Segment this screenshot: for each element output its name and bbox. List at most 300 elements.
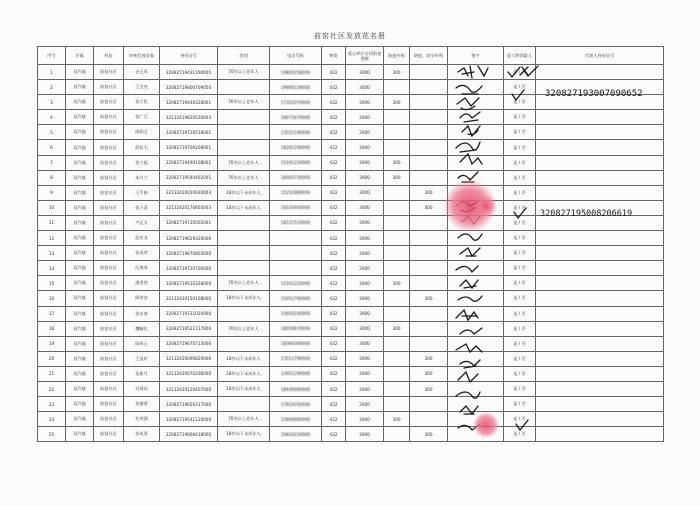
column-header: 审核发放对象 — [124, 47, 160, 65]
table-cell: 是 / 否 — [504, 200, 536, 215]
table-cell: 20 — [38, 351, 66, 366]
table-cell: 双汽镇 — [66, 110, 94, 125]
table-cell: 前窑社区 — [94, 291, 124, 306]
table-cell — [410, 140, 448, 155]
table-cell: 13511790000 — [270, 351, 322, 366]
table-cell — [384, 336, 410, 351]
table-row — [38, 306, 664, 321]
table-cell: 25 — [38, 427, 66, 442]
table-cell: 32082719700208001 — [160, 140, 218, 155]
table-row — [38, 261, 664, 276]
table-cell: 432 — [322, 351, 346, 366]
column-header: 乡镇 — [66, 47, 94, 65]
table-cell: 3000 — [346, 412, 384, 427]
table-cell: 是 / 否 — [504, 125, 536, 140]
table-cell: 432 — [322, 125, 346, 140]
table-cell — [536, 155, 664, 170]
table-cell: 前窑社区 — [94, 185, 124, 200]
table-cell — [218, 246, 270, 261]
table-cell: 70岁以上老年人 — [218, 155, 270, 170]
table-row — [38, 427, 664, 442]
table-cell: 6 — [38, 140, 66, 155]
table-cell: 是 / 否 — [504, 351, 536, 366]
table-cell: 300 — [410, 200, 448, 215]
table-cell — [536, 65, 664, 80]
table-cell: 朱月兰 — [124, 170, 160, 185]
table-cell — [448, 276, 504, 291]
table-cell: 8 — [38, 170, 66, 185]
table-cell — [536, 306, 664, 321]
table-cell: 是 / 否 — [504, 336, 536, 351]
table-cell: 双汽镇 — [66, 412, 94, 427]
table-cell: 3000 — [346, 95, 384, 110]
table-cell: 432 — [322, 155, 346, 170]
column-header: 代领人身份证号 — [536, 47, 664, 65]
table-cell: 杜荣强 — [124, 412, 160, 427]
table-cell: 是 / 否 — [504, 185, 536, 200]
table-cell — [536, 80, 664, 95]
table-cell: 是 / 否 — [504, 276, 536, 291]
table-cell — [536, 231, 664, 246]
table-cell: 432 — [322, 306, 346, 321]
table-cell: 前窑社区 — [94, 200, 124, 215]
table-cell: 432 — [322, 65, 346, 80]
table-cell: 18050670000 — [270, 321, 322, 336]
table-cell: 是 / 否 — [504, 155, 536, 170]
table-cell: 32082719720518001 — [160, 125, 218, 140]
table-row — [38, 321, 664, 336]
table-cell — [218, 397, 270, 412]
table-cell: 张德香 — [124, 397, 160, 412]
table-cell: 3000 — [346, 155, 384, 170]
table-cell: 18岁以下未成年人 — [218, 427, 270, 442]
table-row — [38, 231, 664, 246]
table-cell: 3000 — [346, 200, 384, 215]
table-cell — [384, 215, 410, 230]
table-cell: 70岁以上老年人 — [218, 95, 270, 110]
table-cell: 3000 — [346, 261, 384, 276]
table-cell: 432 — [322, 95, 346, 110]
table-cell: 15252980000 — [270, 185, 322, 200]
table-cell — [536, 336, 664, 351]
table-cell: 32082719541120000 — [160, 412, 218, 427]
table-cell: 双汽镇 — [66, 95, 94, 110]
table-cell: 300 — [384, 276, 410, 291]
table-cell — [536, 140, 664, 155]
table-cell: 双汽镇 — [66, 231, 94, 246]
table-cell: 是 / 否 — [504, 397, 536, 412]
table-cell: 3000 — [346, 125, 384, 140]
table-cell: 32132420150108000 — [160, 291, 218, 306]
table-cell: 18261190000 — [270, 140, 322, 155]
table-cell: 前窑社区 — [94, 95, 124, 110]
table-cell — [410, 80, 448, 95]
table-cell: 双汽镇 — [66, 397, 94, 412]
table-cell: 陈润全 — [124, 125, 160, 140]
table-cell — [536, 291, 664, 306]
table-cell — [218, 125, 270, 140]
table-cell: 432 — [322, 170, 346, 185]
table-cell — [448, 381, 504, 396]
table-cell: 17 — [38, 306, 66, 321]
column-header: 防疫、助学补贴 — [410, 47, 448, 65]
table-cell — [448, 65, 504, 80]
table-cell: 王乎娟 — [124, 185, 160, 200]
table-cell: 15161220000 — [270, 155, 322, 170]
table-row — [38, 351, 664, 366]
table-cell: 3000 — [346, 246, 384, 261]
table-cell: 18岁以下未成年人 — [218, 381, 270, 396]
table-cell: 32082719670713000 — [160, 336, 218, 351]
table-cell: 前窑社区 — [94, 246, 124, 261]
table-cell: 32132420120407000 — [160, 381, 218, 396]
table-cell — [384, 200, 410, 215]
table-cell: 32082719440328001 — [160, 95, 218, 110]
table-cell — [410, 95, 448, 110]
table-cell: 18 — [38, 321, 66, 336]
table-cell: 双汽镇 — [66, 125, 94, 140]
table-cell: 3000 — [346, 215, 384, 230]
table-cell: 300 — [410, 291, 448, 306]
table-row — [38, 80, 664, 95]
table-cell: 18岁以下未成年人 — [218, 291, 270, 306]
table-cell: 432 — [322, 366, 346, 381]
table-cell — [536, 246, 664, 261]
table-cell: 2 — [38, 80, 66, 95]
table-cell: 18岁以下未成年人 — [218, 200, 270, 215]
table-cell: 18121510000 — [270, 215, 322, 230]
table-cell: 432 — [322, 215, 346, 230]
table-cell: 3000 — [346, 321, 384, 336]
table-cell: 3000 — [346, 351, 384, 366]
table-cell: 32132420170603003 — [160, 200, 218, 215]
table-cell — [536, 381, 664, 396]
table-cell: 前窑社区 — [94, 261, 124, 276]
table-cell: 17351070000 — [270, 95, 322, 110]
table-cell: 3000 — [346, 397, 384, 412]
table-cell: 300 — [384, 95, 410, 110]
table-cell: 付靖钛 — [124, 381, 160, 396]
table-cell — [410, 397, 448, 412]
table-cell: 300 — [410, 381, 448, 396]
table-cell — [410, 306, 448, 321]
table-cell: 32132420010930003 — [160, 185, 218, 200]
table-cell: 432 — [322, 200, 346, 215]
column-header: 爱心呼应专项资金金额 — [346, 47, 384, 65]
table-cell: 王全亮 — [124, 80, 160, 95]
table-cell: 前窑社区 — [94, 321, 124, 336]
table-cell: 21 — [38, 366, 66, 381]
table-cell: 前窑社区 — [94, 110, 124, 125]
document-title: 前窑社区发放花名册 — [314, 32, 386, 40]
table-cell: 是 / 否 — [504, 381, 536, 396]
table-cell — [536, 397, 664, 412]
table-cell: 19826220000 — [270, 427, 322, 442]
table-row — [38, 276, 664, 291]
table-cell: 陈伟云 — [124, 336, 160, 351]
table-cell: 32082719540402001 — [160, 170, 218, 185]
table-cell: 前窑社区 — [94, 125, 124, 140]
table-cell: 张立喜 — [124, 200, 160, 215]
table-cell: 16 — [38, 291, 66, 306]
table-cell — [448, 140, 504, 155]
table-cell — [270, 231, 322, 246]
table-cell: 3000 — [346, 65, 384, 80]
table-cell: 薛恒大 — [124, 140, 160, 155]
table-cell: 是 / 否 — [504, 427, 536, 442]
table-cell: 是 / 否 — [504, 170, 536, 185]
table-cell: 双汽镇 — [66, 80, 94, 95]
table-row — [38, 291, 664, 306]
table-row — [38, 140, 664, 155]
table-row — [38, 95, 664, 110]
table-cell: 432 — [322, 80, 346, 95]
table-cell: 前窑社区 — [94, 155, 124, 170]
table-cell: 15161220000 — [270, 276, 322, 291]
table-cell: 18岁以下未成年人 — [218, 366, 270, 381]
table-cell: 300 — [410, 185, 448, 200]
table-cell — [536, 321, 664, 336]
table-cell: 7 — [38, 155, 66, 170]
table-cell: 432 — [322, 185, 346, 200]
table-cell — [448, 110, 504, 125]
table-cell — [384, 397, 410, 412]
table-cell: 双汽镇 — [66, 291, 94, 306]
table-cell: 前窑社区 — [94, 366, 124, 381]
table-cell — [536, 366, 664, 381]
table-cell: 15052780000 — [270, 291, 322, 306]
table-cell: 前窑社区 — [94, 381, 124, 396]
table-cell: 是 / 否 — [504, 261, 536, 276]
table-cell — [536, 125, 664, 140]
table-cell — [410, 215, 448, 230]
table-cell: 是 / 否 — [504, 306, 536, 321]
table-cell: 32082719720502001 — [160, 215, 218, 230]
column-header: 村居 — [94, 47, 124, 65]
table-cell: 432 — [322, 246, 346, 261]
table-row — [38, 412, 664, 427]
table-cell: 前窑社区 — [94, 140, 124, 155]
table-row — [38, 336, 664, 351]
table-cell: 16520050000 — [270, 200, 322, 215]
table-cell: 是 / 否 — [504, 321, 536, 336]
table-cell: 18岁以下未成年人 — [218, 351, 270, 366]
table-cell: 18083730000 — [270, 170, 322, 185]
table-cell: 3000 — [346, 306, 384, 321]
table-cell: 史元凤 — [124, 65, 160, 80]
table-cell: 32082719800709050 — [160, 80, 218, 95]
red-seal-stamp — [476, 196, 496, 216]
table-cell: 70岁以上老年人 — [218, 65, 270, 80]
table-cell — [218, 231, 270, 246]
table-row — [38, 215, 664, 230]
table-cell: 张立伦 — [124, 95, 160, 110]
table-cell: 300 — [384, 412, 410, 427]
table-cell: 前窑社区 — [94, 65, 124, 80]
table-cell — [536, 276, 664, 291]
table-cell: 10 — [38, 200, 66, 215]
table-cell: 300 — [384, 65, 410, 80]
table-cell — [410, 110, 448, 125]
table-cell: 前窑社区 — [94, 351, 124, 366]
header-row — [38, 47, 664, 65]
table-cell — [410, 231, 448, 246]
svg-text:320827195008206619: 320827195008206619 — [540, 209, 633, 219]
table-cell: 32082719720700000 — [160, 261, 218, 276]
table-cell — [536, 351, 664, 366]
table-cell — [410, 125, 448, 140]
svg-text:320827193007090652: 320827193007090652 — [545, 89, 643, 99]
table-cell: 1 — [38, 65, 66, 80]
table-cell: 9 — [38, 185, 66, 200]
roster-table — [37, 46, 664, 442]
table-cell: 13951290000 — [270, 366, 322, 381]
table-cell: 前窑社区 — [94, 170, 124, 185]
table-cell: 是 / 否 — [504, 246, 536, 261]
table-cell: 15806080000 — [270, 412, 322, 427]
table-cell: 前窑社区 — [94, 276, 124, 291]
table-cell: 432 — [322, 276, 346, 291]
table-cell — [448, 231, 504, 246]
table-cell: 陈荣安 — [124, 291, 160, 306]
table-cell: 双汽镇 — [66, 185, 94, 200]
table-cell: 双汽镇 — [66, 351, 94, 366]
table-cell: 双汽镇 — [66, 276, 94, 291]
table-cell: 32082719490108001 — [160, 155, 218, 170]
table-cell — [536, 427, 664, 442]
table-cell: 432 — [322, 381, 346, 396]
table-cell: 3000 — [346, 140, 384, 155]
table-cell — [448, 351, 504, 366]
table-cell — [384, 381, 410, 396]
table-row — [38, 170, 664, 185]
table-cell — [410, 276, 448, 291]
table-cell — [270, 246, 322, 261]
table-row — [38, 185, 664, 200]
table-cell: 是 / 否 — [504, 412, 536, 427]
column-header: 序号 — [38, 47, 66, 65]
table-cell: 432 — [322, 321, 346, 336]
table-row — [38, 110, 664, 125]
table-cell: 19906158000 — [270, 80, 322, 95]
table-cell: 432 — [322, 261, 346, 276]
table-cell: 双汽镇 — [66, 321, 94, 336]
table-cell — [410, 65, 448, 80]
table-cell: 300 — [410, 427, 448, 442]
table-cell — [410, 246, 448, 261]
table-cell: 是 / 否 — [504, 80, 536, 95]
table-cell: 300 — [384, 321, 410, 336]
table-cell: 前窑社区 — [94, 231, 124, 246]
table-cell — [384, 246, 410, 261]
table-cell: 70岁以上老年人 — [218, 412, 270, 427]
table-cell: 前窑社区 — [94, 427, 124, 442]
table-cell: 32082719660418000 — [160, 427, 218, 442]
column-header: 身份证号 — [160, 47, 218, 65]
table-cell — [536, 110, 664, 125]
table-cell: 3000 — [346, 427, 384, 442]
table-cell — [218, 140, 270, 155]
table-cell — [448, 246, 504, 261]
table-cell: 双汽镇 — [66, 215, 94, 230]
table-cell — [384, 125, 410, 140]
table-cell: 23 — [38, 397, 66, 412]
table-cell: 双汽镇 — [66, 155, 94, 170]
table-cell — [448, 321, 504, 336]
table-cell — [384, 185, 410, 200]
table-cell: 前窑社区 — [94, 397, 124, 412]
table-cell — [536, 200, 664, 215]
table-cell: 双汽镇 — [66, 140, 94, 155]
table-cell — [384, 427, 410, 442]
table-cell — [448, 261, 504, 276]
table-cell: 是 / 否 — [504, 140, 536, 155]
table-cell: 15605240000 — [270, 306, 322, 321]
table-cell: 432 — [322, 427, 346, 442]
table-cell — [536, 261, 664, 276]
table-cell: 前窑社区 — [94, 336, 124, 351]
table-cell: 432 — [322, 336, 346, 351]
table-cell: 3000 — [346, 80, 384, 95]
table-cell: 24 — [38, 412, 66, 427]
red-seal-stamp — [473, 412, 499, 438]
table-cell — [536, 215, 664, 230]
table-cell: 32082719670803000 — [160, 246, 218, 261]
table-cell: 19805258000 — [270, 65, 322, 80]
table-row — [38, 200, 664, 215]
table-cell: 32132420070206000 — [160, 366, 218, 381]
table-cell: 432 — [322, 412, 346, 427]
table-cell: 3000 — [346, 170, 384, 185]
table-row — [38, 366, 664, 381]
table-cell: 是 / 否 — [504, 231, 536, 246]
table-cell — [384, 351, 410, 366]
table-cell: 潘金侠 — [124, 276, 160, 291]
table-cell: 432 — [322, 397, 346, 412]
table-cell: 魏毓礼 — [124, 321, 160, 336]
table-cell — [410, 170, 448, 185]
table-cell — [448, 80, 504, 95]
table-cell — [536, 95, 664, 110]
table-cell: 18360390000 — [270, 336, 322, 351]
table-cell: 19 — [38, 336, 66, 351]
table-cell: 3000 — [346, 291, 384, 306]
table-cell: 双汽镇 — [66, 65, 94, 80]
table-cell: 15 — [38, 276, 66, 291]
table-cell: 18936980000 — [270, 381, 322, 396]
table-cell — [410, 261, 448, 276]
table-cell: 32082719650317000 — [160, 397, 218, 412]
table-cell: 双汽镇 — [66, 427, 94, 442]
table-cell: 是 / 否 — [504, 65, 536, 80]
table-cell — [384, 80, 410, 95]
table-cell — [270, 261, 322, 276]
table-cell: 11 — [38, 215, 66, 230]
table-cell: 双汽镇 — [66, 246, 94, 261]
table-cell: 14 — [38, 261, 66, 276]
table-cell: 32132420090829000 — [160, 351, 218, 366]
table-cell: 汪海英 — [124, 261, 160, 276]
table-cell: 张新月 — [124, 366, 160, 381]
table-cell: 13 — [38, 246, 66, 261]
table-cell — [384, 261, 410, 276]
table-cell: 18岁以下未成年人 — [218, 185, 270, 200]
column-header: 防疫补贴 — [384, 47, 410, 65]
table-row — [38, 246, 664, 261]
table-cell — [218, 336, 270, 351]
table-cell: 双汽镇 — [66, 366, 94, 381]
table-cell: 32082719629320000 — [160, 231, 218, 246]
